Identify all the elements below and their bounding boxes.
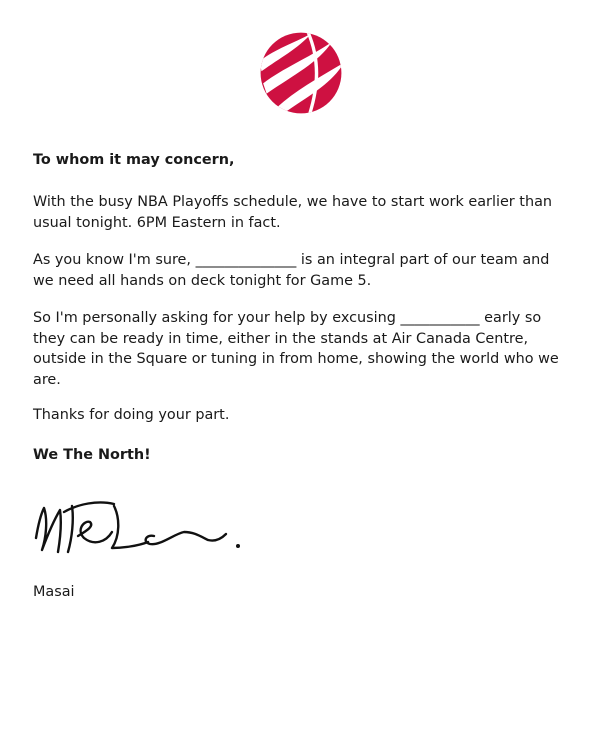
paragraph-request-end: early so they can be ready in time, either in the stands at Air Canada Centre, outside in the Square or tuning in from home, showing the world who we are.	[33, 310, 559, 388]
name-blank-1: ______________	[195, 252, 297, 268]
paragraph-schedule: With the busy NBA Playoffs schedule, we have to start work earlier than usual tonight. 6PM Eastern in fact.	[33, 194, 553, 231]
paragraph-thanks: Thanks for doing your part.	[33, 407, 230, 423]
handwritten-signature	[28, 490, 248, 560]
name-blank-2: ___________	[400, 310, 480, 326]
paragraph-request-start: So I'm personally asking for your help by excusing	[33, 310, 401, 326]
slogan: We The North!	[33, 447, 151, 463]
salutation: To whom it may concern,	[33, 152, 235, 168]
paragraph-team	[33, 250, 573, 291]
raptors-claw-basketball-icon	[258, 30, 344, 116]
paragraph-team-end: is an integral part of our team and we need all hands on deck tonight for Game 5.	[33, 252, 550, 289]
signer-name: Masai	[33, 584, 75, 600]
paragraph-team-start: As you know I'm sure,	[33, 252, 196, 268]
paragraph-request	[33, 308, 573, 390]
